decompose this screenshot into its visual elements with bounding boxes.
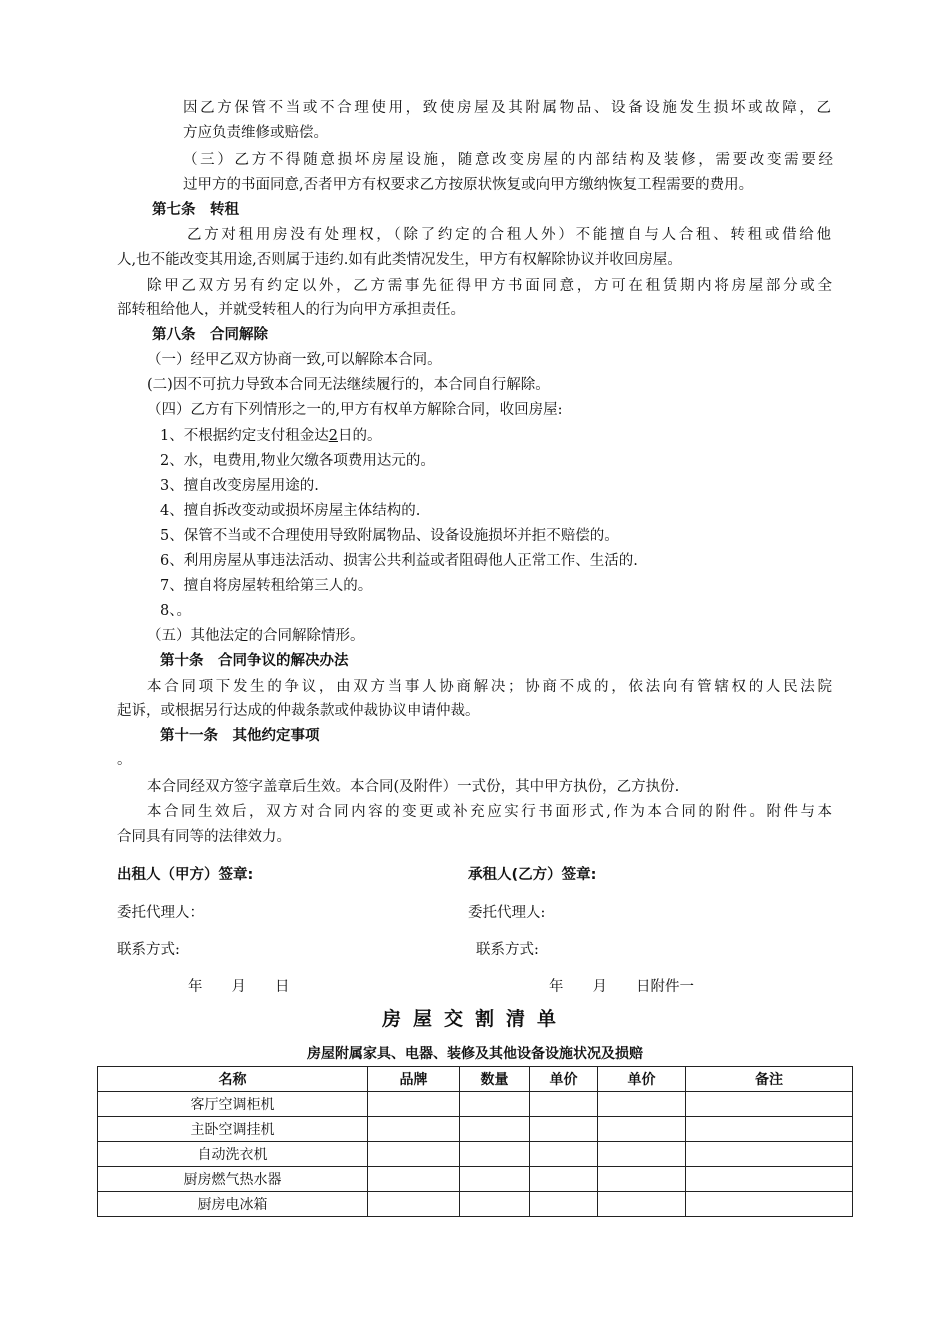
item-name: 厨房电冰箱 bbox=[98, 1192, 368, 1217]
termination-case-3: 3、擅自改变房屋用途的. bbox=[160, 478, 319, 494]
article-8-item-5: （五）其他法定的合同解除情形。 bbox=[147, 628, 365, 644]
cell bbox=[460, 1092, 530, 1117]
article-11-heading: 第十一条 其他约定事项 bbox=[160, 728, 320, 744]
header-brand: 品牌 bbox=[368, 1067, 460, 1092]
article-7-para2-line1: 除甲乙双方另有约定以外，乙方需事先征得甲方书面同意，方可在租赁期内将房屋部分或全 bbox=[147, 278, 832, 294]
effectiveness-clause: 本合同经双方签字盖章后生效。本合同(及附件）一式份，其中甲方执份，乙方执份. bbox=[147, 779, 680, 795]
table-row bbox=[98, 1192, 853, 1217]
lessor-contact-label: 联系方式: bbox=[117, 942, 180, 958]
cell bbox=[460, 1192, 530, 1217]
article-10-heading: 第十条 合同争议的解决办法 bbox=[160, 653, 349, 669]
cell bbox=[598, 1167, 686, 1192]
table-row bbox=[98, 1142, 853, 1167]
cell bbox=[598, 1192, 686, 1217]
cell bbox=[530, 1167, 598, 1192]
cell bbox=[368, 1192, 460, 1217]
lessee-agent-label: 委托代理人: bbox=[468, 905, 546, 921]
cell bbox=[460, 1117, 530, 1142]
lessor-signature-label: 出租人（甲方）签章: bbox=[117, 867, 254, 883]
clause-6-3-line2: 过甲方的书面同意,否者甲方有权要求乙方按原状恢复或向甲方缴纳恢复工程需要的费用。 bbox=[183, 177, 754, 193]
header-quantity: 数量 bbox=[460, 1067, 530, 1092]
item-name: 厨房燃气热水器 bbox=[98, 1167, 368, 1192]
termination-case-7: 7、擅自将房屋转租给第三人的。 bbox=[160, 578, 373, 594]
header-remarks: 备注 bbox=[686, 1067, 853, 1092]
cell bbox=[530, 1142, 598, 1167]
lessor-date: 年 月 日 bbox=[188, 979, 290, 995]
termination-case-6: 6、利用房屋从事违法活动、损害公共利益或者阻碍他人正常工作、生活的. bbox=[160, 553, 638, 569]
cell bbox=[530, 1192, 598, 1217]
cell bbox=[530, 1092, 598, 1117]
termination-case-4: 4、擅自拆改变动或损坏房屋主体结构的. bbox=[160, 503, 421, 519]
item-name: 主卧空调挂机 bbox=[98, 1117, 368, 1142]
table-row bbox=[98, 1167, 853, 1192]
article-8-heading: 第八条 合同解除 bbox=[152, 327, 268, 343]
amendment-clause-line1: 本合同生效后，双方对合同内容的变更或补充应实行书面形式,作为本合同的附件。附件与本 bbox=[147, 804, 832, 820]
item-name: 客厅空调柜机 bbox=[98, 1092, 368, 1117]
article-8-item-4: （四）乙方有下列情形之一的,甲方有权单方解除合同，收回房屋: bbox=[147, 402, 563, 418]
handover-list-subtitle: 房屋附属家具、电器、装修及其他设备设施状况及损赔 bbox=[307, 1046, 643, 1062]
termination-case-2: 2、水，电费用,物业欠缴各项费用达元的。 bbox=[160, 453, 435, 469]
cell bbox=[598, 1142, 686, 1167]
handover-table bbox=[97, 1066, 853, 1217]
termination-case-5: 5、保管不当或不合理使用导致附属物品、设备设施损坏并拒不赔偿的。 bbox=[160, 528, 619, 544]
cell bbox=[368, 1092, 460, 1117]
cell bbox=[530, 1117, 598, 1142]
cell bbox=[686, 1192, 853, 1217]
cell bbox=[686, 1092, 853, 1117]
header-unit-price-2: 单价 bbox=[598, 1067, 686, 1092]
lessee-date-attachment: 年 月 日附件一 bbox=[549, 979, 694, 995]
table-row bbox=[98, 1117, 853, 1142]
article-10-para-line1: 本合同项下发生的争议，由双方当事人协商解决；协商不成的，依法向有管辖权的人民法院 bbox=[147, 679, 832, 695]
cell bbox=[368, 1167, 460, 1192]
amendment-clause-line2: 合同具有同等的法律效力。 bbox=[117, 829, 291, 845]
cell bbox=[598, 1092, 686, 1117]
cell bbox=[598, 1117, 686, 1142]
article-7-para2-line2: 部转租给他人，并就受转租人的行为向甲方承担责任。 bbox=[117, 302, 465, 318]
termination-case-1 bbox=[160, 426, 381, 446]
termination-case-1-suffix: 日的。 bbox=[337, 428, 382, 444]
article-8-item-2: (二)因不可抗力导致本合同无法继续履行的，本合同自行解除。 bbox=[147, 377, 550, 393]
header-unit-price: 单价 bbox=[530, 1067, 598, 1092]
lessee-contact-label: 联系方式: bbox=[476, 942, 539, 958]
lessor-agent-label: 委托代理人： bbox=[117, 905, 204, 921]
table-header-row bbox=[98, 1067, 853, 1092]
clause-6-continuation-line1: 因乙方保管不当或不合理使用，致使房屋及其附属物品、设备设施发生损坏或故障，乙 bbox=[183, 100, 831, 116]
article-7-para1-line2: 人,也不能改变其用途,否则属于违约.如有此类情况发生，甲方有权解除协议并收回房屋。 bbox=[117, 252, 682, 268]
item-name: 自动洗衣机 bbox=[98, 1142, 368, 1167]
termination-case-1-text: 1、不根据约定支付租金达 bbox=[160, 428, 329, 444]
cell bbox=[460, 1142, 530, 1167]
lessee-signature-label: 承租人(乙方）签章: bbox=[468, 867, 597, 883]
clause-6-3-line1: （三）乙方不得随意损坏房屋设施，随意改变房屋的内部结构及装修，需要改变需要经 bbox=[183, 152, 833, 168]
article-7-heading: 第七条 转租 bbox=[152, 202, 239, 218]
handover-list-title: 房屋交割清单 bbox=[381, 1008, 568, 1030]
cell bbox=[686, 1117, 853, 1142]
clause-6-continuation-line2: 方应负责维修或赔偿。 bbox=[183, 125, 328, 141]
table-row bbox=[98, 1092, 853, 1117]
article-11-content: 。 bbox=[117, 752, 132, 768]
article-10-para-line2: 起诉，或根据另行达成的仲裁条款或仲裁协议申请仲裁。 bbox=[117, 703, 480, 719]
cell bbox=[368, 1142, 460, 1167]
cell bbox=[686, 1167, 853, 1192]
cell bbox=[686, 1142, 853, 1167]
article-8-item-1: （一）经甲乙双方协商一致,可以解除本合同。 bbox=[147, 352, 442, 368]
article-7-para1-line1: 乙方对租用房没有处理权，（除了约定的合租人外）不能擅自与人合租、转租或借给他 bbox=[187, 227, 831, 243]
rent-overdue-days: 2 bbox=[328, 428, 338, 444]
cell bbox=[460, 1167, 530, 1192]
header-name: 名称 bbox=[98, 1067, 368, 1092]
termination-case-8: 8、。 bbox=[160, 603, 191, 619]
cell bbox=[368, 1117, 460, 1142]
